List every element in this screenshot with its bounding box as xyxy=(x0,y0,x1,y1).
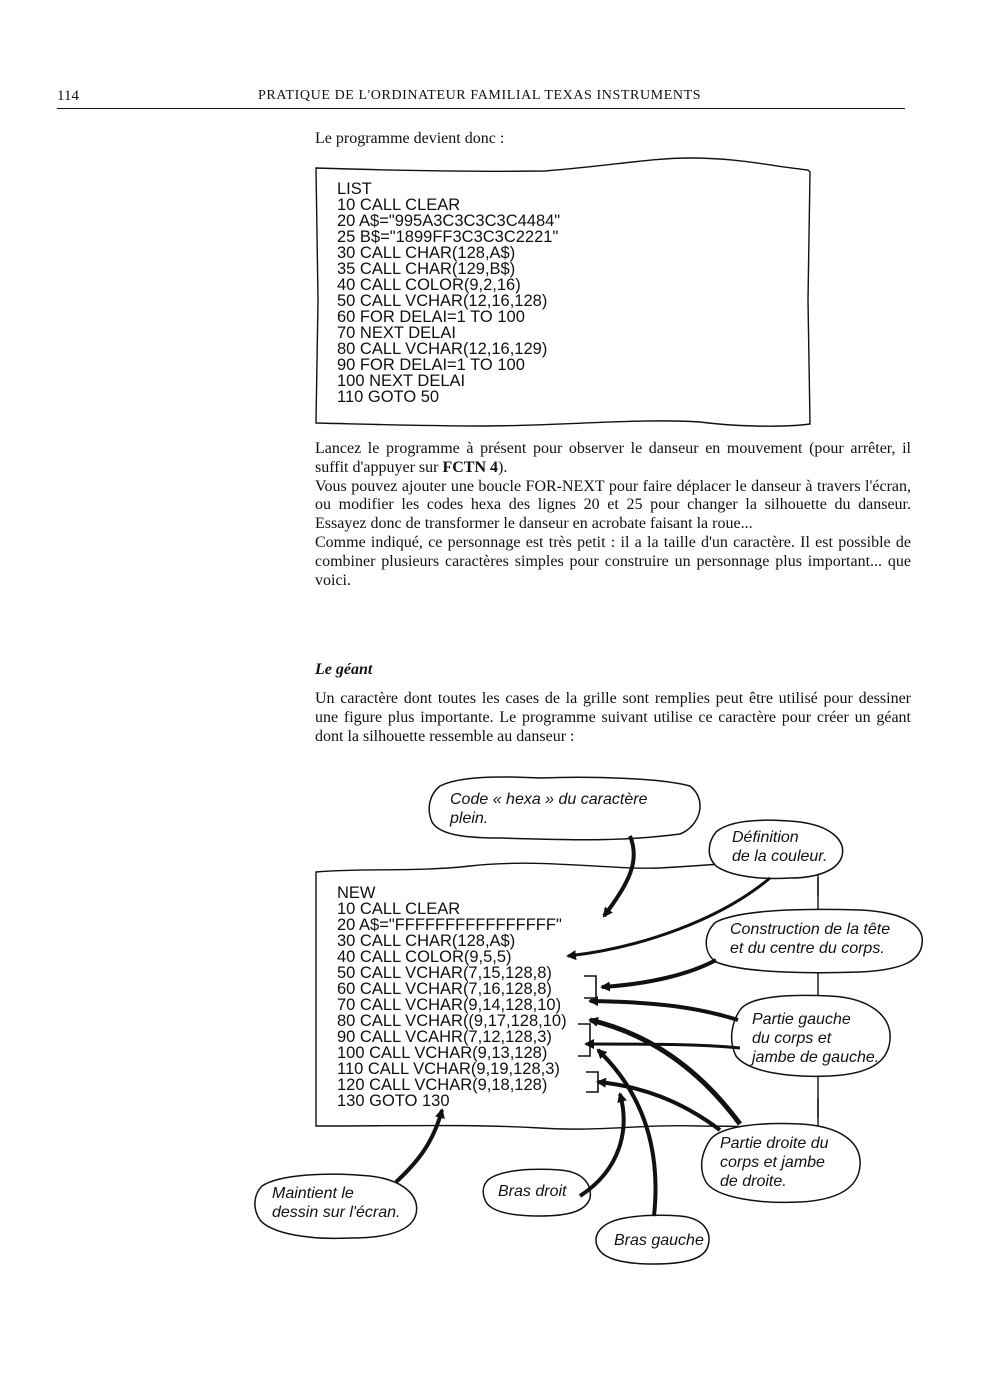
code-line: 10 CALL CLEAR xyxy=(337,196,461,214)
code-line: 35 CALL CHAR(129,B$) xyxy=(337,260,516,278)
arrow-bras-gauche xyxy=(598,1050,656,1216)
paragraph-small: Comme indiqué, ce personnage est très petit : il a la taille d'un caractère. Il est possible de combiner plusieurs caractères simples pour construire un personnage plus important... que voici. xyxy=(315,533,911,589)
callout-maintient: Maintient le dessin sur l'écran. xyxy=(272,1185,401,1221)
code-line: 110 CALL VCHAR(9,19,128,3) xyxy=(337,1060,560,1078)
code-line: 20 A$="FFFFFFFFFFFFFFFF" xyxy=(337,916,562,934)
callout-bras-droit: Bras droit xyxy=(498,1183,567,1200)
bracket-50-60 xyxy=(584,976,596,998)
code-line: 40 CALL COLOR(9,5,5) xyxy=(337,948,512,966)
running-title: PRATIQUE DE L'ORDINATEUR FAMILIAL TEXAS INSTRUMENTS xyxy=(258,88,702,103)
code-line: 10 CALL CLEAR xyxy=(337,900,461,918)
code-line: 50 CALL VCHAR(7,15,128,8) xyxy=(337,964,552,982)
arrow-gauche-1 xyxy=(590,1001,738,1020)
code-line: 30 CALL CHAR(128,A$) xyxy=(337,244,516,262)
bracket-110-120 xyxy=(586,1072,598,1092)
code-line: 80 CALL VCHAR((9,17,128,10) xyxy=(337,1012,567,1030)
run-text: Lancez le programme à présent pour observer le danseur en mouvement (pour arrêter, il suffit d'appuyer sur xyxy=(315,440,911,476)
arrow-droite-2 xyxy=(598,1082,720,1130)
paragraph-geant: Un caractère dont toutes les cases de la grille sont remplies peut être utilisé pour dessiner une figure plus importante. Le programme suivant utilise ce caractère pour créer un géant dont la silhouette ressemble au danseur : xyxy=(315,690,911,745)
page-number: 114 xyxy=(57,88,79,104)
listing-2 xyxy=(337,885,567,1109)
arrow-tete xyxy=(602,960,716,987)
code-line: 130 GOTO 130 xyxy=(337,1092,450,1110)
code-line: 40 CALL COLOR(9,2,16) xyxy=(337,276,521,294)
arrow-bras-droit xyxy=(580,1094,624,1196)
code-line: 70 NEXT DELAI xyxy=(337,324,456,342)
code-line: 70 CALL VCHAR(9,14,128,10) xyxy=(337,996,562,1014)
code-line: 110 GOTO 50 xyxy=(337,388,440,406)
callout-hexa: Code « hexa » du caractère plein. xyxy=(450,791,648,827)
arrow-hexa xyxy=(604,836,634,916)
code-line: 60 CALL VCHAR(7,16,128,8) xyxy=(337,980,552,998)
callout-couleur: Définition de la couleur. xyxy=(732,829,828,865)
arrow-droite-1 xyxy=(590,1020,740,1124)
key-fctn4: FCTN 4 xyxy=(442,458,499,476)
code-line: 90 CALL VCAHR(7,12,128,3) xyxy=(337,1028,552,1046)
callout-bras-gauche: Bras gauche xyxy=(614,1232,704,1249)
code-line: 100 NEXT DELAI xyxy=(337,372,466,390)
code-line: 90 FOR DELAI=1 TO 100 xyxy=(337,356,525,374)
code-line: 25 B$="1899FF3C3C3C2221" xyxy=(337,228,559,246)
code-line: 60 FOR DELAI=1 TO 100 xyxy=(337,308,525,326)
callout-droite: Partie droite du corps et jambe de droite. xyxy=(720,1135,829,1190)
intro-line: Le programme devient donc : xyxy=(315,130,505,147)
arrow-gauche-2 xyxy=(586,1044,740,1048)
callout-tete: Construction de la tête et du centre du corps. xyxy=(730,921,891,957)
code-line: NEW xyxy=(337,884,376,902)
code-line: 20 A$="995A3C3C3C3C4484" xyxy=(337,212,561,230)
code-line: LIST xyxy=(337,180,372,198)
code-line: 80 CALL VCHAR(12,16,129) xyxy=(337,340,548,358)
code-line: 50 CALL VCHAR(12,16,128) xyxy=(337,292,548,310)
paragraph-loop: Vous pouvez ajouter une boucle FOR-NEXT pour faire déplacer le danseur à travers l'écran, ou modifier les codes hexa des lignes 20 et 25 pour changer la silhouette du danseur. Essayez donc de transformer le danseur en acrobate faisant la roue... xyxy=(315,477,911,533)
callout-gauche: Partie gauche du corps et jambe de gauche. xyxy=(752,1011,880,1066)
code-line: 100 CALL VCHAR(9,13,128) xyxy=(337,1044,548,1062)
bracket-90-100 xyxy=(578,1024,590,1056)
code-line: 30 CALL CHAR(128,A$) xyxy=(337,932,516,950)
arrow-maintient xyxy=(396,1110,442,1182)
run-text-end: ). xyxy=(498,458,508,476)
code-line: 120 CALL VCHAR(9,18,128) xyxy=(337,1076,548,1094)
section-title: Le géant xyxy=(315,661,373,678)
